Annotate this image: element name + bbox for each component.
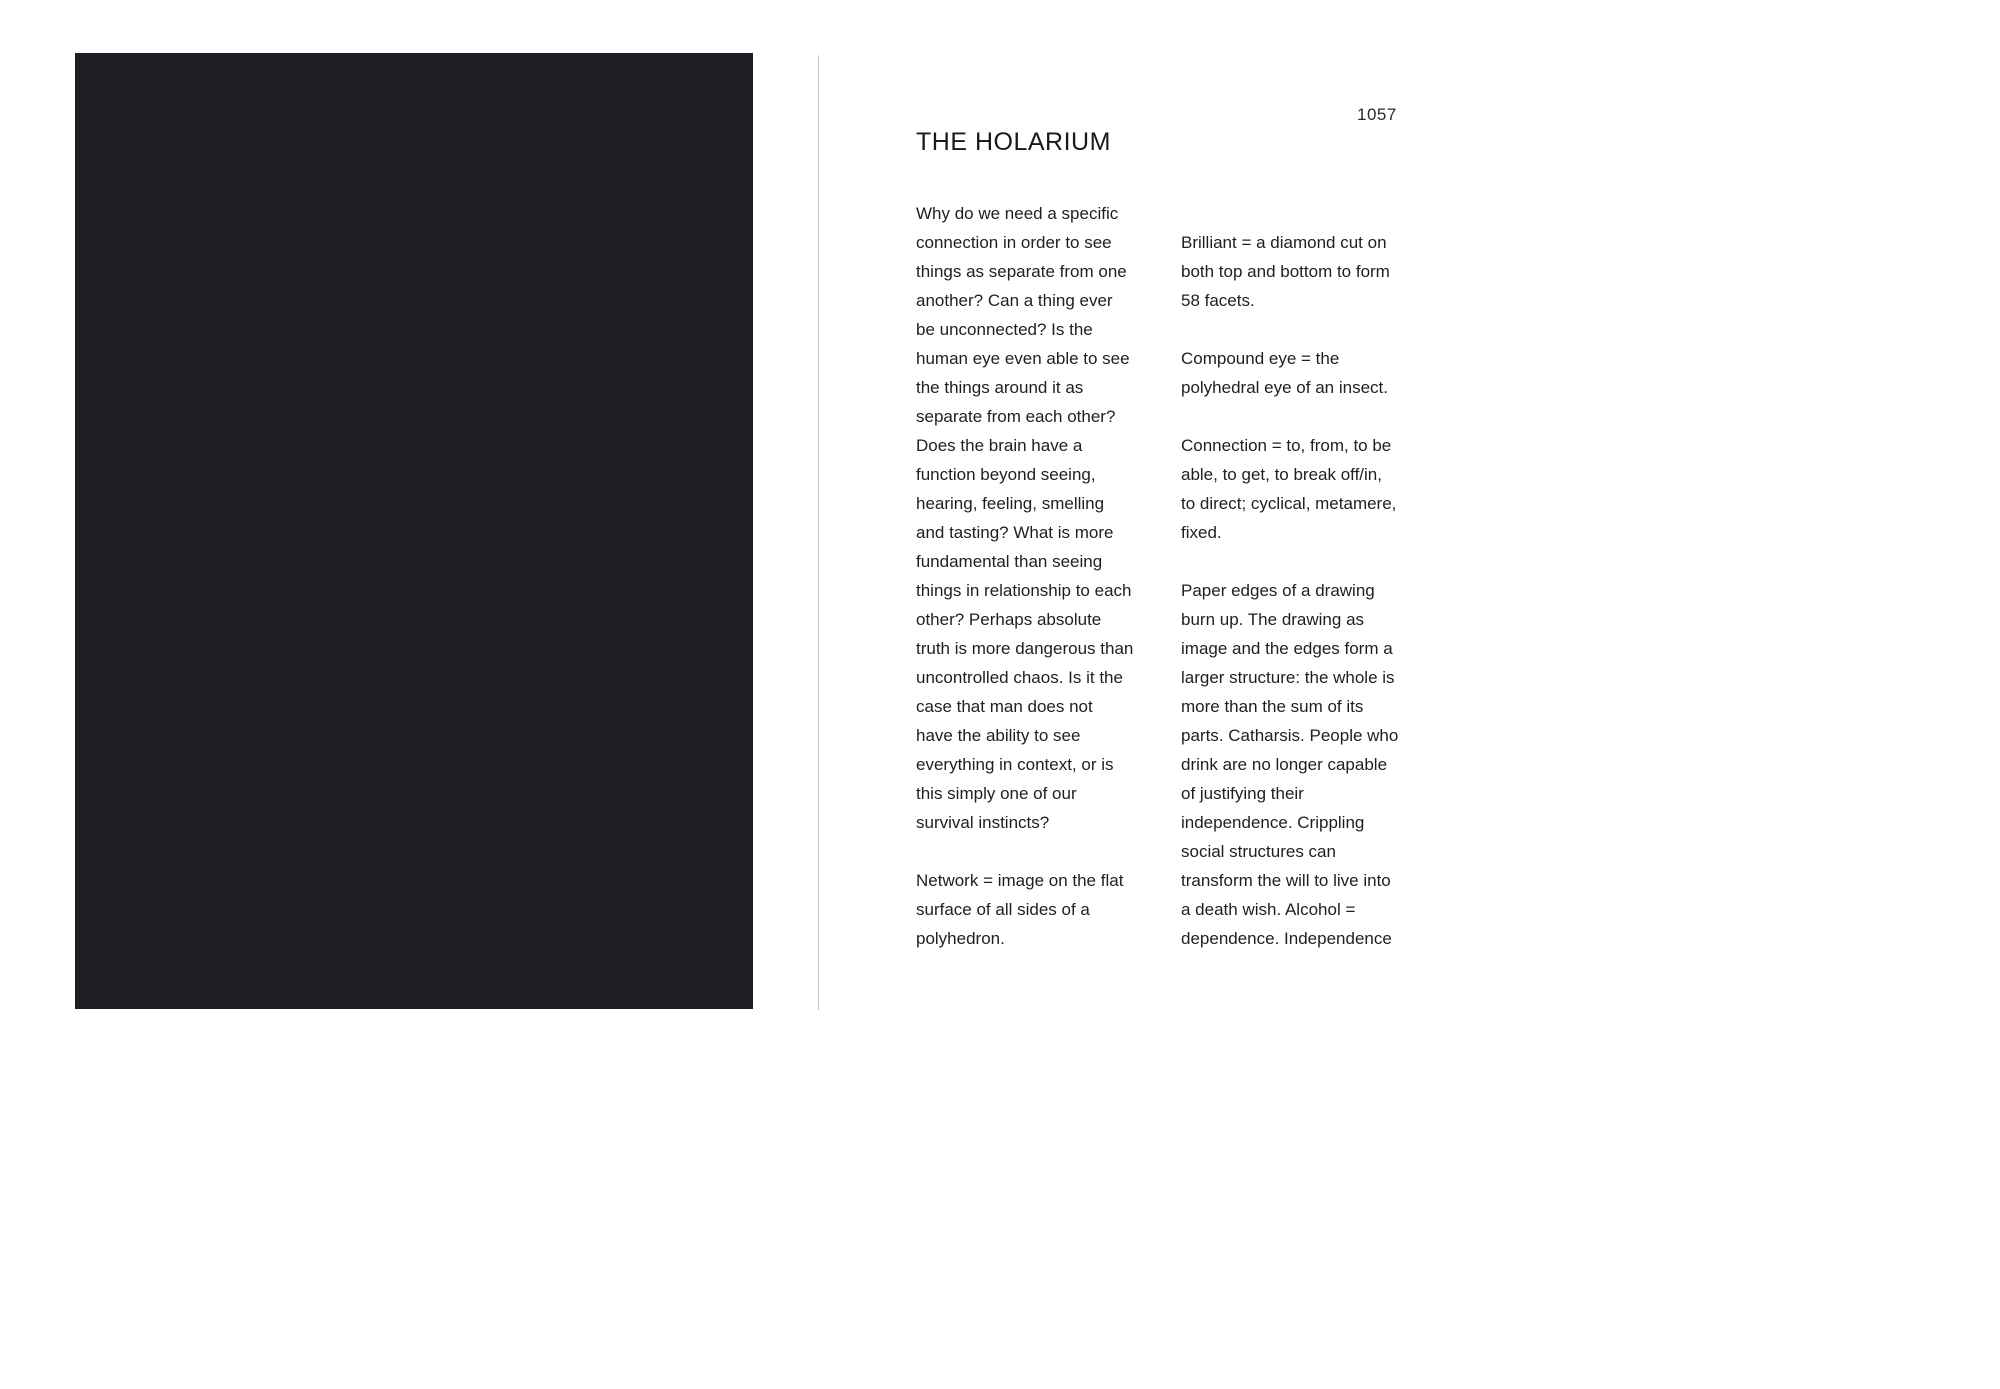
- page-number: 1057: [1357, 105, 1397, 124]
- paragraph-paper-edges: Paper edges of a drawing burn up. The drawing as image and the edges form a larger structure: the whole is more than the sum of its parts. Catharsis. People who drink are no longer capable of justifying their independence. Crippling social structures can transform the will to live into a death wish. Alcohol = dependence. Independence: [1181, 581, 1399, 948]
- paragraph-brilliant-definition: Brilliant = a diamond cut on both top and bottom to form 58 facets.: [1181, 233, 1390, 310]
- paragraph-connection-definition: Connection = to, from, to be able, to get, to break off/in, to direct; cyclical, metamere, fixed.: [1181, 436, 1397, 542]
- page-divider: [818, 55, 819, 1010]
- text-column-right: [1181, 228, 1399, 953]
- text-column-left: [916, 199, 1134, 953]
- artwork-image: [75, 53, 753, 1009]
- paragraph-essay: Why do we need a specific connection in order to see things as separate from one another? Can a thing ever be unconnected? Is the human eye even able to see the things around it as separate from each other? Does the brain have a function beyond seeing, hearing, feeling, smelling and tasting? What is more fundamental than seeing things in relationship to each other? Perhaps absolute truth is more dangerous than uncontrolled chaos. Is it the case that man does not have the ability to see everything in context, or is this simply one of our survival instincts?: [916, 204, 1134, 832]
- page-title: THE HOLARIUM: [916, 128, 1111, 156]
- paragraph-network-definition: Network = image on the flat surface of all sides of a polyhedron.: [916, 871, 1124, 948]
- paragraph-compound-eye-definition: Compound eye = the polyhedral eye of an insect.: [1181, 349, 1388, 397]
